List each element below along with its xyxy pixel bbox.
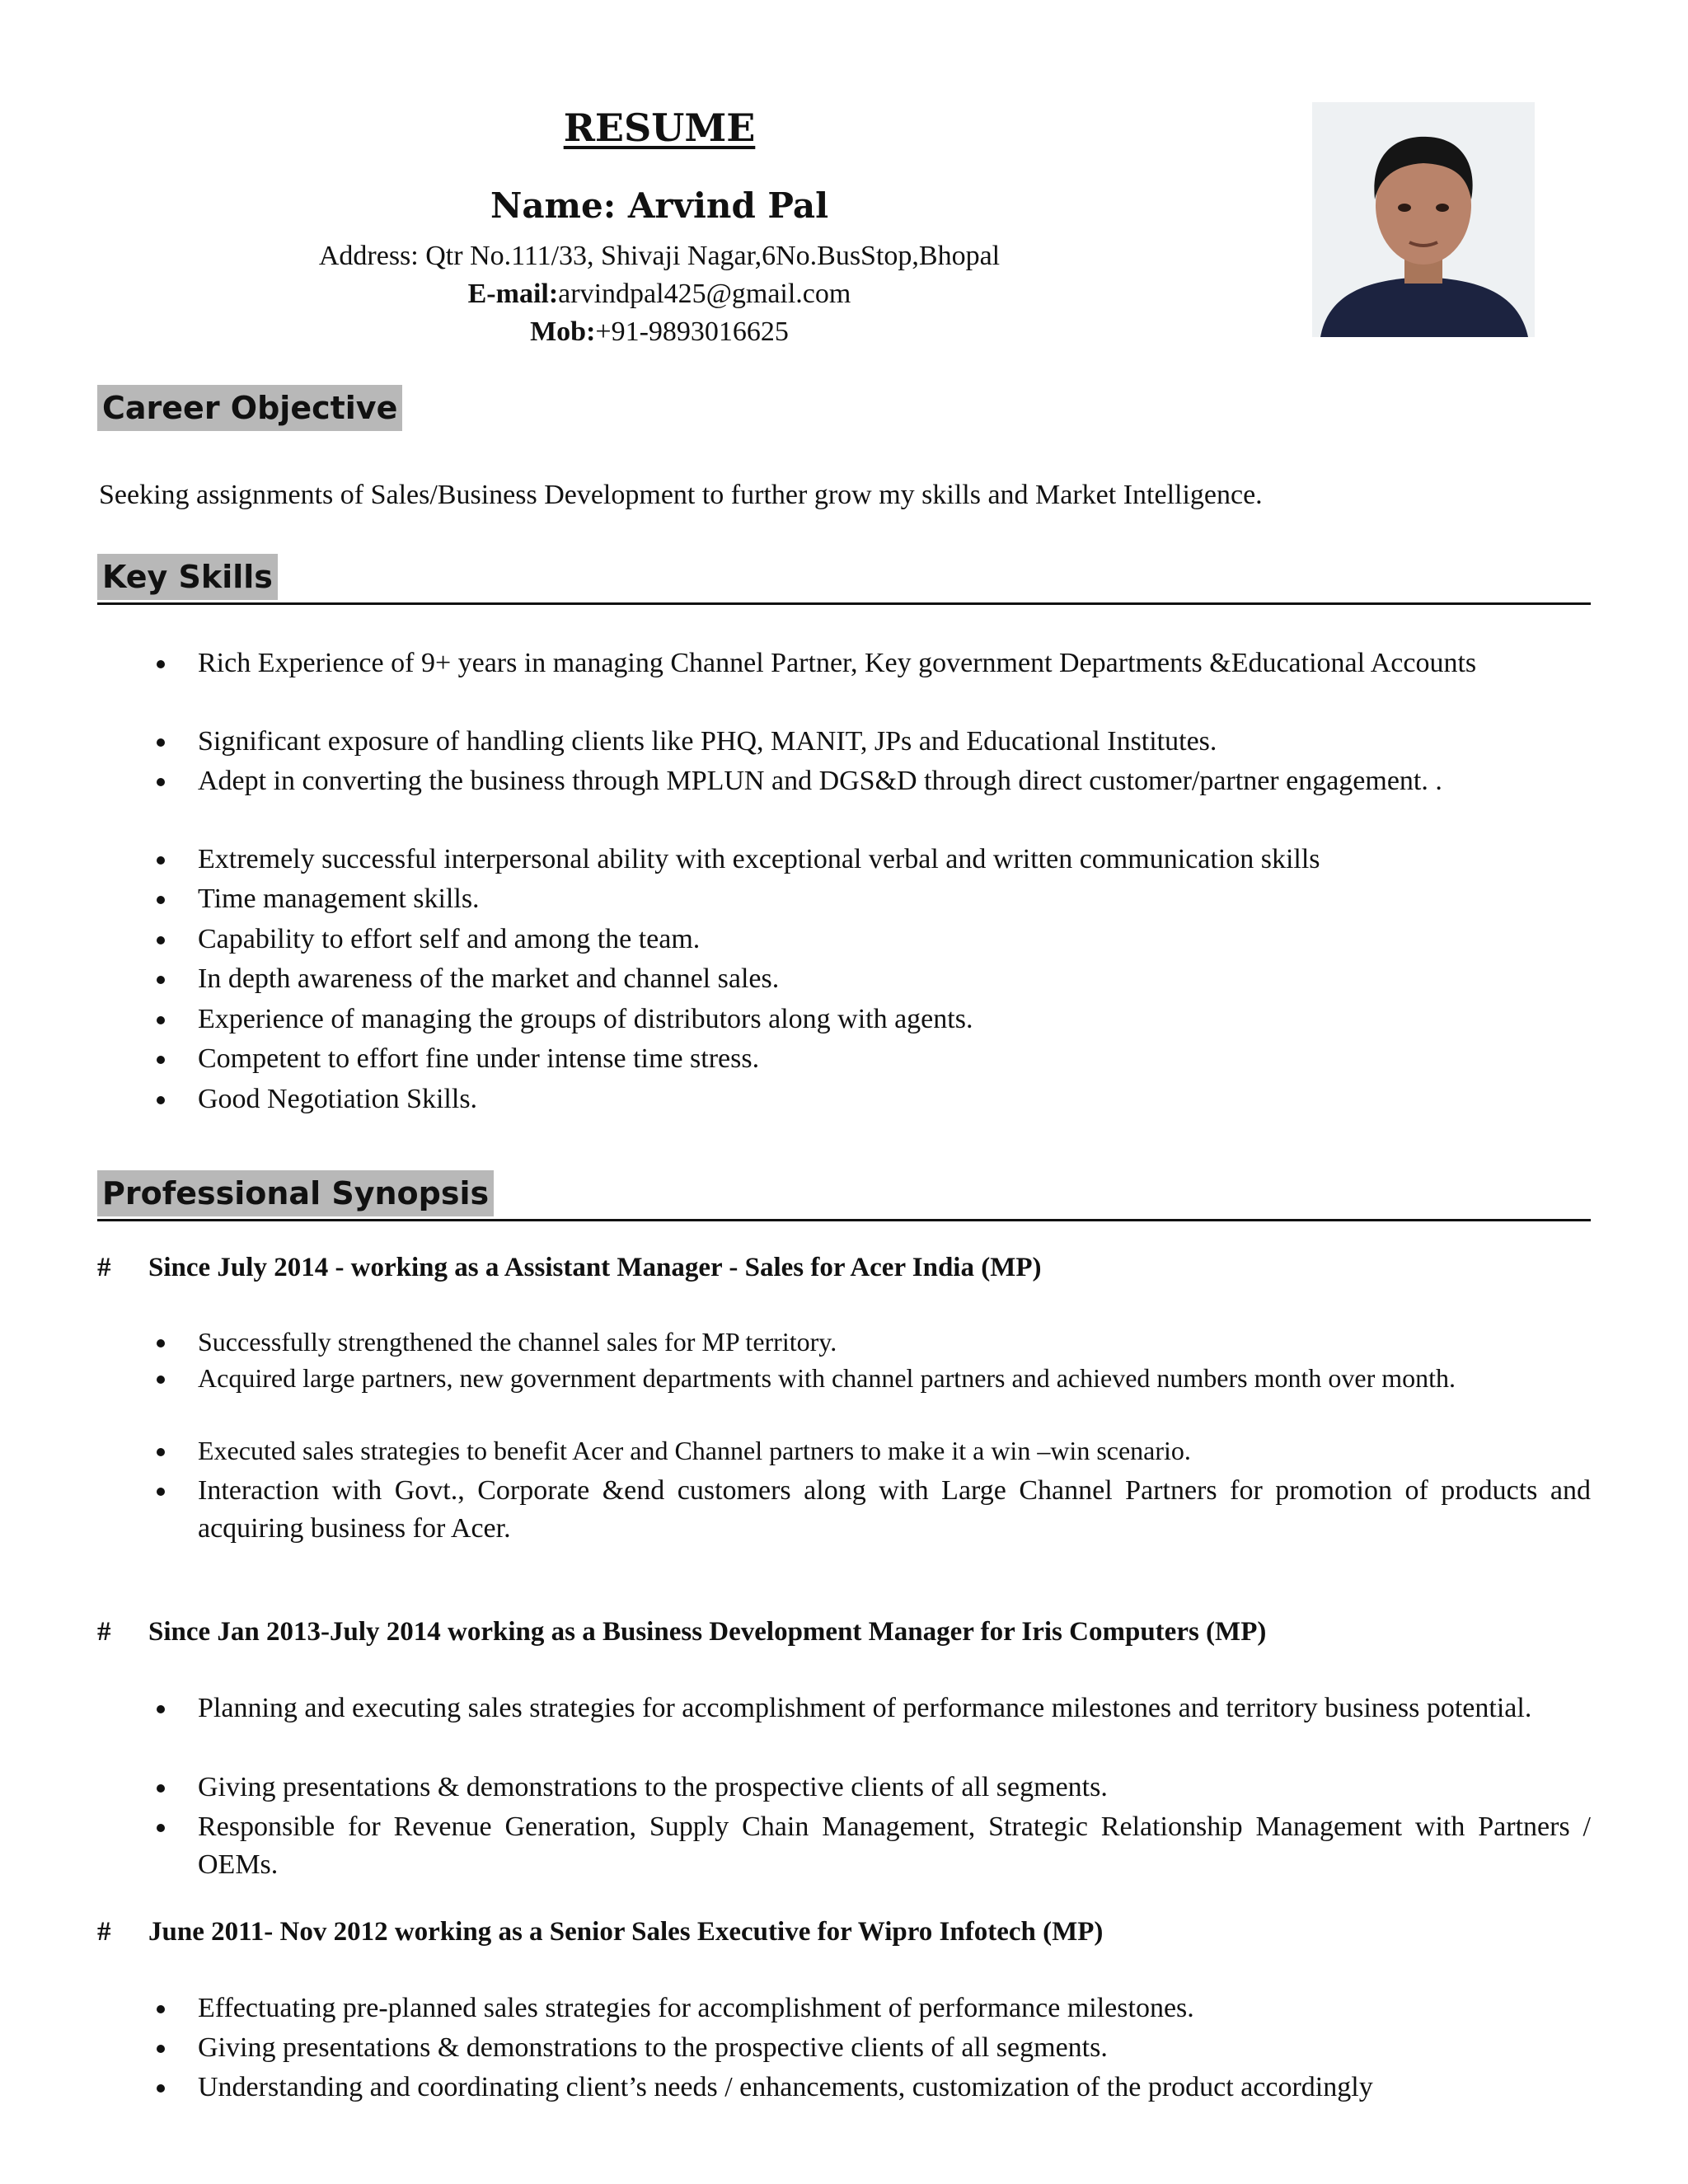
list-item: Experience of managing the groups of distributors along with agents.	[198, 1001, 1591, 1038]
bullet-icon	[157, 896, 165, 904]
bullet-icon	[157, 738, 165, 747]
address-label: Address:	[318, 241, 419, 271]
list-item: Successfully strengthened the channel sales for MP territory.	[198, 1324, 1591, 1360]
profile-photo	[1312, 102, 1535, 337]
job-marker: #	[97, 1917, 111, 1947]
bullet-icon	[157, 976, 165, 984]
mobile-value: +91-9893016625	[595, 316, 789, 347]
bullet-icon	[157, 856, 165, 865]
list-item: Executed sales strategies to benefit Acer and Channel partners to make it a win –win scenario.	[198, 1432, 1591, 1469]
bullet-icon	[157, 1339, 165, 1347]
bullet-icon	[157, 778, 165, 786]
bullet-icon	[157, 1824, 165, 1832]
bullet-icon	[157, 2084, 165, 2093]
email-line	[0, 279, 1319, 310]
list-item: Extremely successful interpersonal ability with exceptional verbal and written communication skills	[198, 841, 1591, 879]
email-value: arvindpal425@gmail.com	[558, 279, 851, 309]
candidate-name: Name: Arvind Pal	[490, 185, 829, 226]
list-item: Rich Experience of 9+ years in managing Channel Partner, Key government Departments &Educational Accounts	[198, 644, 1591, 682]
mobile-label: Mob:	[530, 316, 596, 347]
resume-title: RESUME	[563, 105, 756, 150]
key-skills-heading: Key Skills	[97, 554, 278, 600]
list-item: Effectuating pre-planned sales strategies for accomplishment of performance milestones.	[198, 1990, 1591, 2027]
list-item: Understanding and coordinating client’s needs / enhancements, customization of the product accordingly	[198, 2069, 1591, 2107]
list-item: Significant exposure of handling clients like PHQ, MANIT, JPs and Educational Institutes.	[198, 723, 1591, 761]
list-item: Giving presentations & demonstrations to the prospective clients of all segments.	[198, 2029, 1591, 2067]
address-line	[0, 241, 1319, 272]
list-item: Interaction with Govt., Corporate &end customers along with Large Channel Partners for promotion of products and acquiring business for Acer.	[198, 1472, 1591, 1548]
bullet-icon	[157, 1016, 165, 1024]
mobile-line	[0, 316, 1319, 348]
professional-synopsis-heading: Professional Synopsis	[97, 1170, 494, 1216]
job-title: Since Jan 2013-July 2014 working as a Business Development Manager for Iris Computers (MP)	[148, 1617, 1267, 1647]
professional-synopsis-divider	[97, 1219, 1591, 1221]
bullet-icon	[157, 1096, 165, 1104]
job-title: Since July 2014 - working as a Assistant Manager - Sales for Acer India (MP)	[148, 1253, 1042, 1282]
bullet-icon	[157, 1488, 165, 1496]
list-item: Responsible for Revenue Generation, Supply Chain Management, Strategic Relationship Management with Partners / OEMs.	[198, 1808, 1591, 1884]
list-item: Giving presentations & demonstrations to the prospective clients of all segments.	[198, 1769, 1591, 1807]
email-label: E-mail:	[467, 279, 559, 309]
bullet-icon	[157, 2045, 165, 2053]
job-heading-iris	[97, 1617, 1266, 1647]
list-item: Time management skills.	[198, 880, 1591, 918]
list-item: Good Negotiation Skills.	[198, 1080, 1591, 1118]
key-skills-divider	[97, 602, 1591, 605]
bullet-icon	[157, 2005, 165, 2013]
list-item: Planning and executing sales strategies for accomplishment of performance milestones and territory business potential.	[198, 1690, 1591, 1727]
address-value: Qtr No.111/33, Shivaji Nagar,6No.BusStop,Bhopal	[425, 241, 1001, 271]
list-item: In depth awareness of the market and channel sales.	[198, 960, 1591, 998]
bullet-icon	[157, 660, 165, 668]
list-item: Competent to effort fine under intense time stress.	[198, 1040, 1591, 1078]
job-heading-wipro	[97, 1917, 1103, 1947]
list-item: Acquired large partners, new government departments with channel partners and achieved numbers month over month.	[198, 1360, 1591, 1396]
job-marker: #	[97, 1253, 111, 1282]
bullet-icon	[157, 1376, 165, 1384]
bullet-icon	[157, 1448, 165, 1456]
bullet-icon	[157, 1784, 165, 1793]
bullet-icon	[157, 1056, 165, 1064]
list-item: Adept in converting the business through MPLUN and DGS&D through direct customer/partner engagement. .	[198, 762, 1591, 800]
list-item: Capability to effort self and among the team.	[198, 921, 1591, 958]
job-heading-acer	[97, 1253, 1042, 1283]
job-title: June 2011- Nov 2012 working as a Senior Sales Executive for Wipro Infotech (MP)	[148, 1917, 1104, 1947]
bullet-icon	[157, 936, 165, 944]
person-portrait-icon	[1312, 102, 1535, 337]
job-marker: #	[97, 1617, 111, 1647]
career-objective-heading: Career Objective	[97, 385, 402, 431]
career-objective-text: Seeking assignments of Sales/Business Development to further grow my skills and Market Intelligence.	[99, 480, 1263, 510]
bullet-icon	[157, 1705, 165, 1713]
